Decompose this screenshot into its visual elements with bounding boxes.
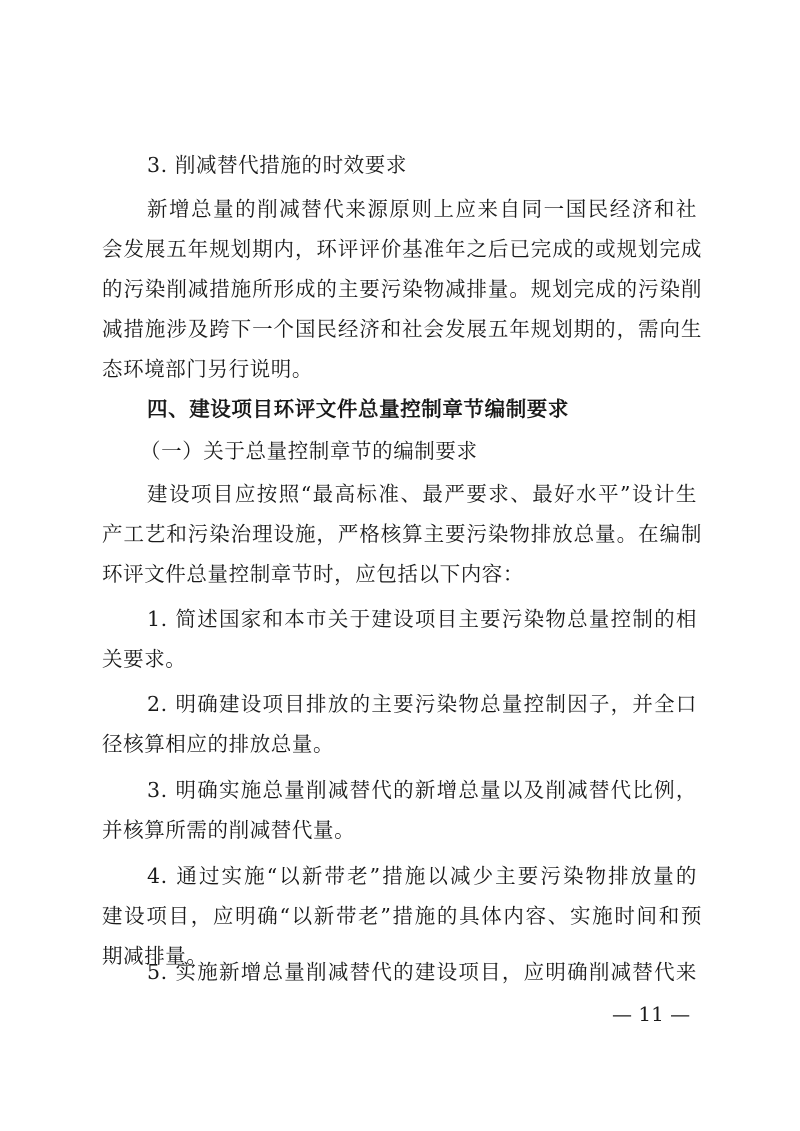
paragraph-line: 减措施涉及跨下一个国民经济和社会发展五年规划期的，需向生	[102, 317, 702, 341]
list-item-2-continued: 径核算相应的排放总量。	[102, 732, 335, 756]
paragraph-line: 的污染削减措施所形成的主要污染物减排量。规划完成的污染削	[102, 277, 702, 301]
paragraph-line: 环评文件总量控制章节时，应包括以下内容：	[102, 562, 524, 586]
list-item-4: 4. 通过实施“以新带老”措施以减少主要污染物排放量的	[147, 864, 697, 888]
list-item-1-continued: 关要求。	[102, 647, 187, 671]
list-item-3-continued: 并核算所需的削减替代量。	[102, 818, 356, 842]
paragraph-line: 新增总量的削减替代来源原则上应来自同一国民经济和社	[147, 197, 697, 221]
subsection-heading-1: （一）关于总量控制章节的编制要求	[140, 439, 478, 463]
page-number: — 11 —	[612, 1002, 691, 1026]
subsection-heading-3: 3. 削减替代措施的时效要求	[147, 153, 407, 177]
list-item-5: 5. 实施新增总量削减替代的建设项目，应明确削减替代来	[147, 960, 697, 984]
paragraph-line: 建设项目应按照“最高标准、最严要求、最好水平”设计生	[147, 482, 697, 506]
paragraph-line: 态环境部门另行说明。	[102, 357, 313, 381]
list-item-4-continued: 建设项目，应明确“以新带老”措施的具体内容、实施时间和预	[102, 904, 702, 928]
paragraph-line: 产工艺和污染治理设施，严格核算主要污染物排放总量。在编制	[102, 522, 702, 546]
section-heading-4: 四、建设项目环评文件总量控制章节编制要求	[147, 397, 569, 421]
list-item-4-continued: 期减排量。	[102, 944, 208, 968]
paragraph-line: 会发展五年规划期内，环评评价基准年之后已完成的或规划完成	[102, 237, 702, 261]
list-item-3: 3. 明确实施总量削减替代的新增总量以及削减替代比例，	[147, 778, 697, 802]
list-item-1: 1. 简述国家和本市关于建设项目主要污染物总量控制的相	[147, 607, 697, 631]
list-item-2: 2. 明确建设项目排放的主要污染物总量控制因子，并全口	[147, 692, 697, 716]
